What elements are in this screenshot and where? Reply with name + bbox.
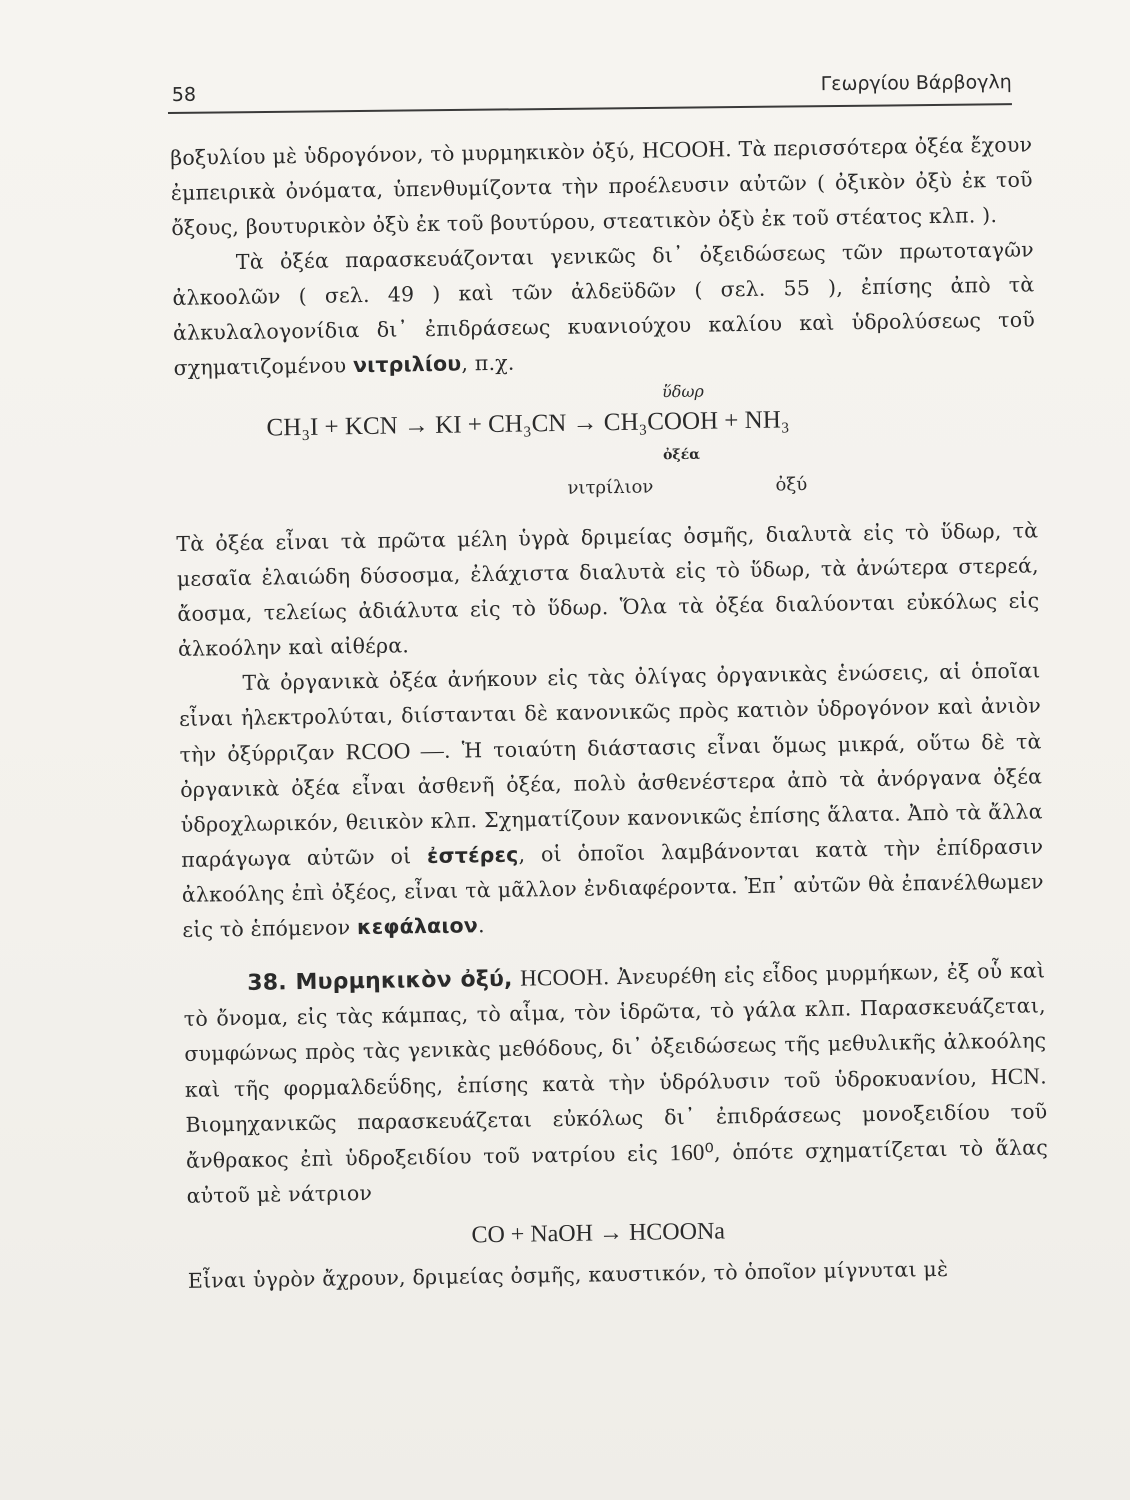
keyword-chapter: κεφάλαιον	[356, 913, 479, 940]
equation-label-nitrile: νιτρίλιον	[567, 476, 654, 499]
running-title: Γεωργίου Βάρβογλη	[820, 71, 1012, 96]
equation-under-arrow-label: ὀξέα	[662, 446, 701, 464]
paragraph-text: Εἶναι ὑγρὸν ἄχρουν, δριμείας ὀσμῆς, καυστικόν, τὸ ὁποῖον μίγνυται μὲ	[187, 1256, 949, 1293]
equation-over-arrow-label: ὕδωρ	[661, 381, 704, 402]
page-header	[167, 53, 1011, 114]
paragraph-text: . Ἀνευρέθη εἰς εἶδος μυρμήκων, ἐξ οὗ καὶ τὸ ὄνομα, εἰς τὰς κάμπας, τὸ αἷμα, τὸν ἱδρῶτα, τὸ γάλα κλπ. Παρασκευάζεται, συμφώνως πρὸς τὰς γενικὰς μεθόδους, δι᾽ ὀξειδώσεως τῆς μεθυλικῆς ἀλκοόλης καὶ τῆς φορμαλδεΰδης, ἐπίσης κατὰ τὴν ὑδρόλυσιν τοῦ ὑδροκυανίου,	[183, 958, 1047, 1102]
paragraph-electrolytes	[178, 653, 1044, 948]
paragraph-text: Τὰ ὀξέα εἶναι τὰ πρῶτα μέλη ὑγρὰ δριμείας ὀσμῆς, διαλυτὰ εἰς τὸ ὕδωρ, τὰ μεσαῖα ἐλαιώδη δύσοσμα, ἐλάχιστα διαλυτὰ εἰς τὸ ὕδωρ, τὰ ἀνώτερα στερεά, ἄοσμα, τελείως ἀδιάλυτα εἰς τὸ ὕδωρ. Ὅλα τὰ ὀξέα διαλύονται εὐκόλως εἰς ἀλκοόλην καὶ αἰθέρα.	[176, 518, 1040, 661]
paragraph-text: , π.χ.	[461, 350, 515, 376]
paragraph-formic-acid	[183, 952, 1049, 1214]
paragraph-text: Τὰ ὀξέα παρασκευάζονται γενικῶς δι᾽ ὀξειδώσεως τῶν πρωτοταγῶν ἀλκοολῶν ( σελ. 49 ) καὶ τῶν ἀλδεϋδῶν ( σελ. 55 ), ἐπίσης ἀπὸ τὰ ἀλκυλαλογονίδια δι᾽ ἐπιδράσεως κυανιούχου καλίου καὶ ὑδρολύσεως τοῦ σχηματιζομένου	[172, 237, 1036, 380]
formula-hcooh: HCOOH	[642, 136, 726, 163]
paragraph-properties	[176, 513, 1040, 667]
equation-formula: CH₃I + KCN → KI + CH₃CN → CH₃COOH + NH₃	[266, 406, 790, 442]
paragraph-text: , ὁπότε σχηματίζεται τὸ ἅλας αὐτοῦ μὲ νάτριον	[186, 1135, 1049, 1208]
paragraph-text: .	[477, 913, 485, 938]
formula-hcn: HCN	[990, 1063, 1041, 1090]
paragraph-text: . Ἡ τοιαύτη διάστασις εἶναι ὅμως μικρά, οὕτω δὲ τὰ ὀργανικὰ ὀξέα εἶναι ἀσθενῆ ὀξέα, πολὺ ἀσθενέστερα ἀπὸ τὰ ἀνόργανα ὀξέα ὑδροχλωρικόν, θειικὸν κλπ. Σχηματίζουν κανονικῶς ἐπίσης ἅλατα. Ἀπὸ τὰ ἄλλα παράγωγα αὐτῶν οἱ	[180, 729, 1043, 872]
page-number: 58	[171, 83, 197, 106]
equation-nitrile-hydrolysis	[174, 376, 1038, 515]
keyword-esters: ἐστέρες	[426, 842, 519, 869]
section-formic-acid	[183, 952, 1050, 1298]
body-text	[170, 126, 1050, 1298]
formula-hcooh-section: HCOOH	[519, 964, 604, 991]
paragraph-preparation	[172, 232, 1036, 386]
paragraph-intro	[170, 126, 1034, 246]
section-heading: 38. Μυρμηκικὸν ὀξύ,	[247, 966, 513, 996]
paragraph-text: Τὰ ὀργανικὰ ὀξέα ἀνήκουν εἰς τὰς ὀλίγας ὀργανικὰς ἑνώσεις, αἱ ὁποῖαι εἶναι ἠλεκτρολύται, διίστανται δὲ κανονικῶς πρὸς κατιὸν ὑδρογόνον καὶ ἀνιὸν τὴν ὀξύρριζαν	[178, 658, 1042, 767]
paragraph-text: . Τὰ περισσότερα ὀξέα ἔχουν ἐμπειρικὰ ὀνόματα, ὑπενθυμίζοντα τὴν προέλευσιν αὐτῶν ( ὀξικὸν ὀξὺ ἐκ τοῦ ὄξους, βουτυρικὸν ὀξὺ ἐκ τοῦ βουτύρου, στεατικὸν ὀξὺ ἐκ τοῦ στέατος κλπ. ).	[170, 132, 1033, 240]
paragraph-text: βοξυλίου μὲ ὑδρογόνον, τὸ μυρμηκικὸν ὀξύ,	[170, 138, 643, 170]
equation-sodium-formate: CO + NaOH → HCOONa	[471, 1218, 726, 1249]
keyword-nitrile: νιτριλίου	[352, 351, 462, 378]
formula-rcoo: RCOO —	[345, 737, 445, 765]
equation-label-acid: ὀξύ	[775, 474, 808, 496]
temperature-value: 160⁰	[669, 1139, 715, 1166]
paragraph-text: . Βιομηχανικῶς παρασκευάζεται εὐκόλως δι᾽ ἐπιδράσεως μονοξειδίου τοῦ ἄνθρακος ἐπὶ ὑδροξειδίου τοῦ νατρίου εἰς	[185, 1064, 1048, 1173]
paragraph-text: , οἱ ὁποῖοι λαμβάνονται κατὰ τὴν ἐπίδρασιν ἀλκοόλης ἐπὶ ὀξέος, εἶναι τὰ μᾶλλον ἐνδιαφέροντα. Ἐπ᾽ αὐτῶν θὰ ἐπανέλθωμεν εἰς τὸ ἑπόμενον	[181, 834, 1044, 942]
